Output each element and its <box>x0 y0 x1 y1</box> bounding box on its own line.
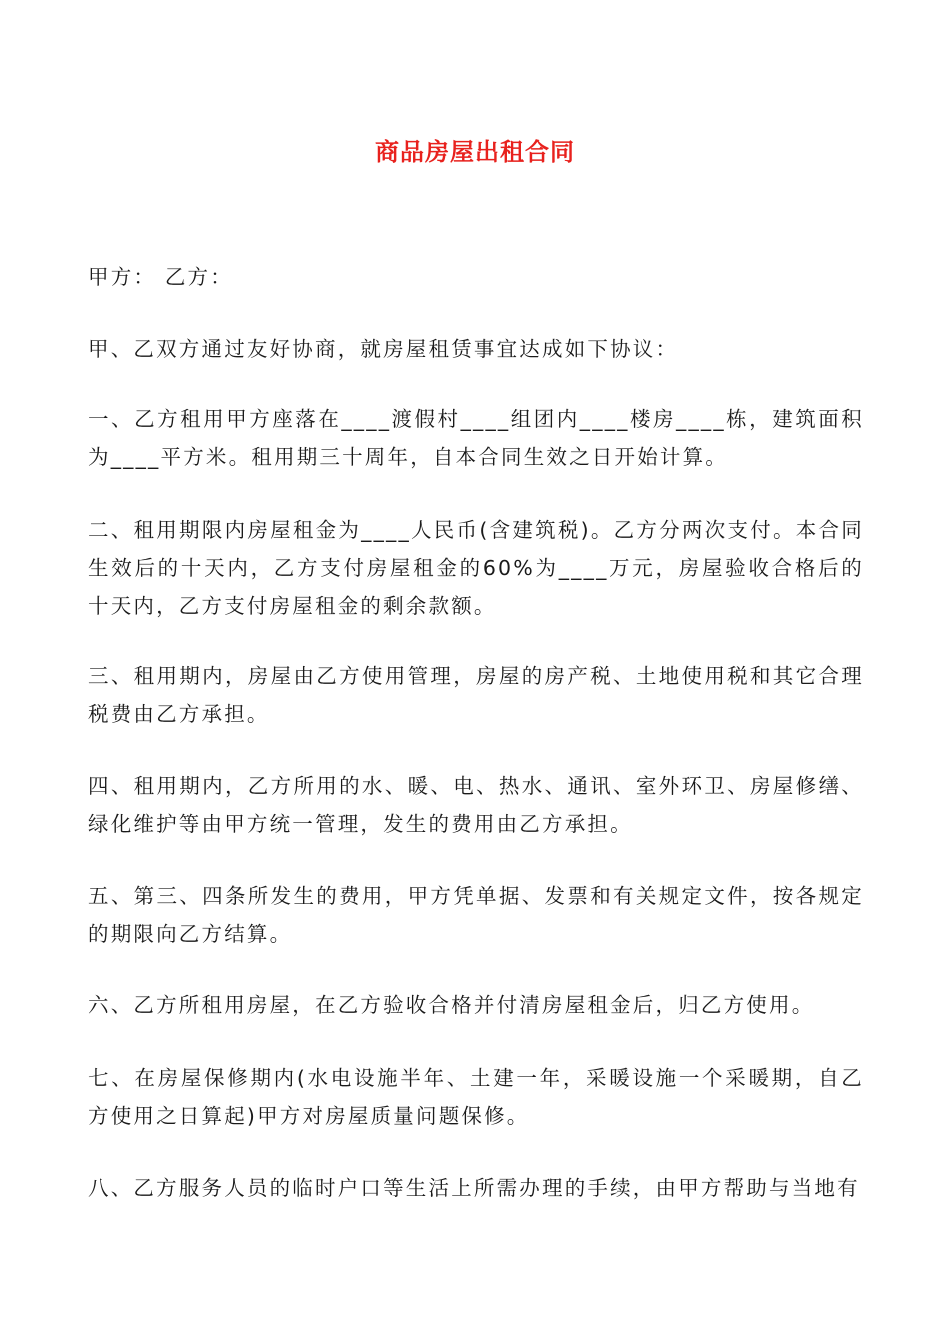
clause-1: 一、乙方租用甲方座落在____渡假村____组团内____楼房____栋，建筑面积为____平方米。租用期三十周年，自本合同生效之日开始计算。 <box>88 407 864 469</box>
parties-line: 甲方： 乙方： <box>88 265 233 289</box>
clause-4: 四、租用期内，乙方所用的水、暖、电、热水、通讯、室外环卫、房屋修缮、绿化维护等由甲方统一管理，发生的费用由乙方承担。 <box>88 774 864 836</box>
clause-2: 二、租用期限内房屋租金为____人民币(含建筑税)。乙方分两次支付。本合同生效后的十天内，乙方支付房屋租金的60%为____万元，房屋验收合格后的十天内，乙方支付房屋租金的剩余款额。 <box>88 518 864 618</box>
clause-7: 七、在房屋保修期内(水电设施半年、土建一年，采暖设施一个采暖期，自乙方使用之日算起)甲方对房屋质量问题保修。 <box>88 1066 864 1128</box>
intro-paragraph: 甲、乙双方通过友好协商，就房屋租赁事宜达成如下协议： <box>88 337 679 361</box>
clause-8: 八、乙方服务人员的临时户口等生活上所需办理的手续，由甲方帮助与当地有 <box>88 1176 860 1200</box>
clause-5: 五、第三、四条所发生的费用，甲方凭单据、发票和有关规定文件，按各规定的期限向乙方结算。 <box>88 884 864 946</box>
clause-3: 三、租用期内，房屋由乙方使用管理，房屋的房产税、土地使用税和其它合理税费由乙方承担。 <box>88 664 864 726</box>
document-title: 商品房屋出租合同 <box>375 138 575 166</box>
clause-6: 六、乙方所租用房屋，在乙方验收合格并付清房屋租金后，归乙方使用。 <box>88 993 815 1017</box>
